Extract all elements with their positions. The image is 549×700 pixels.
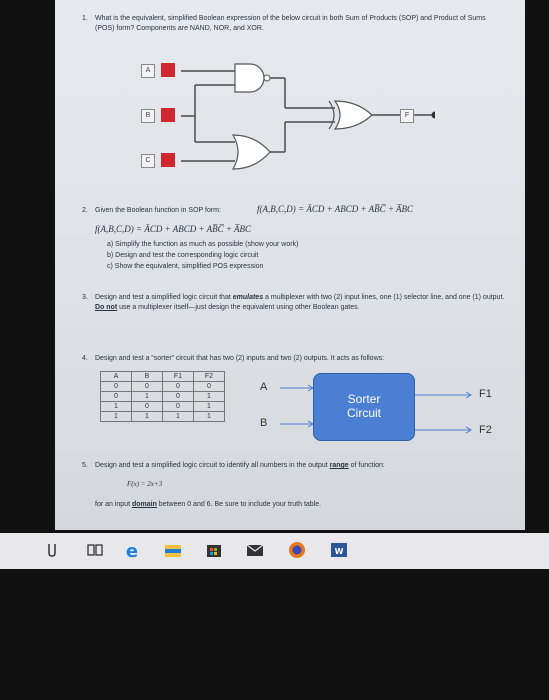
header-cell: F2 xyxy=(194,372,225,382)
document-page xyxy=(55,0,525,530)
input-a-label: A xyxy=(141,64,155,78)
cell: 0 xyxy=(163,402,194,412)
header-cell: A xyxy=(101,372,132,382)
cell: 0 xyxy=(101,382,132,392)
sorter-input-a: A xyxy=(260,381,268,393)
question-text xyxy=(95,293,505,313)
cell: 1 xyxy=(132,412,163,422)
cell: 1 xyxy=(132,392,163,402)
question-text xyxy=(95,500,505,510)
input-a-switch[interactable] xyxy=(161,63,175,77)
item-b: b) Design and test the corresponding logic circuit xyxy=(107,252,259,259)
cell: 1 xyxy=(101,402,132,412)
cell: 1 xyxy=(194,402,225,412)
text-part: for an input xyxy=(95,501,132,508)
task-view-icon[interactable] xyxy=(85,540,105,560)
svg-text:W: W xyxy=(334,547,344,556)
mail-icon[interactable] xyxy=(245,540,265,560)
text-part: use a multiplexer itself—just design the equivalent using other Boolean gates. xyxy=(117,304,360,311)
input-b-label: B xyxy=(141,109,155,123)
input-c-label: C xyxy=(141,154,155,168)
emphasis-text: domain xyxy=(131,501,157,508)
cell: 0 xyxy=(132,402,163,412)
sorter-label-line2: Circuit xyxy=(346,406,381,420)
table-row xyxy=(101,392,225,402)
cell: 0 xyxy=(132,382,163,392)
cell: 0 xyxy=(101,392,132,402)
question-number: 4. xyxy=(82,355,88,362)
word-icon[interactable] xyxy=(329,540,349,560)
circuit-diagram xyxy=(135,60,435,180)
svg-text:e: e xyxy=(125,541,139,560)
emphasis-text: emulates xyxy=(232,294,264,301)
output-f-label: F xyxy=(400,109,414,123)
store-icon[interactable] xyxy=(204,540,224,560)
file-explorer-icon[interactable] xyxy=(163,540,183,560)
header-cell: B xyxy=(132,372,163,382)
sop-formula: f(A,B,C,D) = ĀCD + ABCD + AB̅C̅ + A̅BC xyxy=(257,204,414,214)
sorter-label-line1: Sorter xyxy=(347,392,381,406)
function-formula: F(x) = 2x+3 xyxy=(127,480,163,488)
item-c: c) Show the equivalent, simplified POS expression xyxy=(107,263,264,270)
item-a: a) Simplify the function as much as possible (show your work) xyxy=(107,241,299,248)
table-row xyxy=(101,412,225,422)
input-b-switch[interactable] xyxy=(161,108,175,122)
truth-table xyxy=(100,371,225,422)
search-icon[interactable] xyxy=(42,540,62,560)
firefox-icon[interactable] xyxy=(287,540,307,560)
edge-icon[interactable] xyxy=(122,540,142,560)
sorter-output-f1: F1 xyxy=(479,388,492,400)
emphasis-text: Do not xyxy=(95,304,118,311)
header-cell: F1 xyxy=(163,372,194,382)
text-part: between 0 and 6. Be sure to include your truth table. xyxy=(156,501,322,508)
question-text: Design and test a “sorter” circuit that has two (2) inputs and two (2) outputs. It acts as follows: xyxy=(95,355,385,362)
sorter-circuit-box xyxy=(313,373,415,441)
sorter-input-b: B xyxy=(260,417,268,429)
windows-taskbar xyxy=(0,533,549,569)
sop-formula-restated: f(A,B,C,D) = ĀCD + ABCD + AB̅C̅ + A̅BC xyxy=(95,224,252,234)
question-text xyxy=(95,461,505,471)
question-number: 5. xyxy=(82,462,88,469)
table-row xyxy=(101,382,225,392)
cell: 1 xyxy=(163,412,194,422)
cell: 0 xyxy=(194,382,225,392)
text-part: Design and test a simplified logic circuit that xyxy=(95,294,233,301)
question-text: What is the equivalent, simplified Boolean expression of the below circuit in both Sum of Products (SOP) and Product of Sums (POS) form? Components are NAND, NOR, and XOR. xyxy=(95,15,486,32)
text-part: a multiplexer with two (2) input lines, one (1) selector line, and one (1) output. xyxy=(263,294,505,301)
cell: 1 xyxy=(101,412,132,422)
sorter-output-f2: F2 xyxy=(479,424,492,436)
cell: 0 xyxy=(163,382,194,392)
question-text: Given the Boolean function in SOP form: xyxy=(95,207,221,214)
emphasis-text: range xyxy=(329,462,349,469)
cell: 1 xyxy=(194,392,225,402)
question-number: 1. xyxy=(82,15,88,22)
text-part: of function: xyxy=(348,462,385,469)
question-number: 3. xyxy=(82,294,88,301)
table-header-row xyxy=(101,372,225,382)
question-number: 2. xyxy=(82,207,88,214)
text-part: Design and test a simplified logic circuit to identify all numbers in the output xyxy=(95,462,330,469)
input-c-switch[interactable] xyxy=(161,153,175,167)
cell: 1 xyxy=(194,412,225,422)
cell: 0 xyxy=(163,392,194,402)
table-row xyxy=(101,402,225,412)
